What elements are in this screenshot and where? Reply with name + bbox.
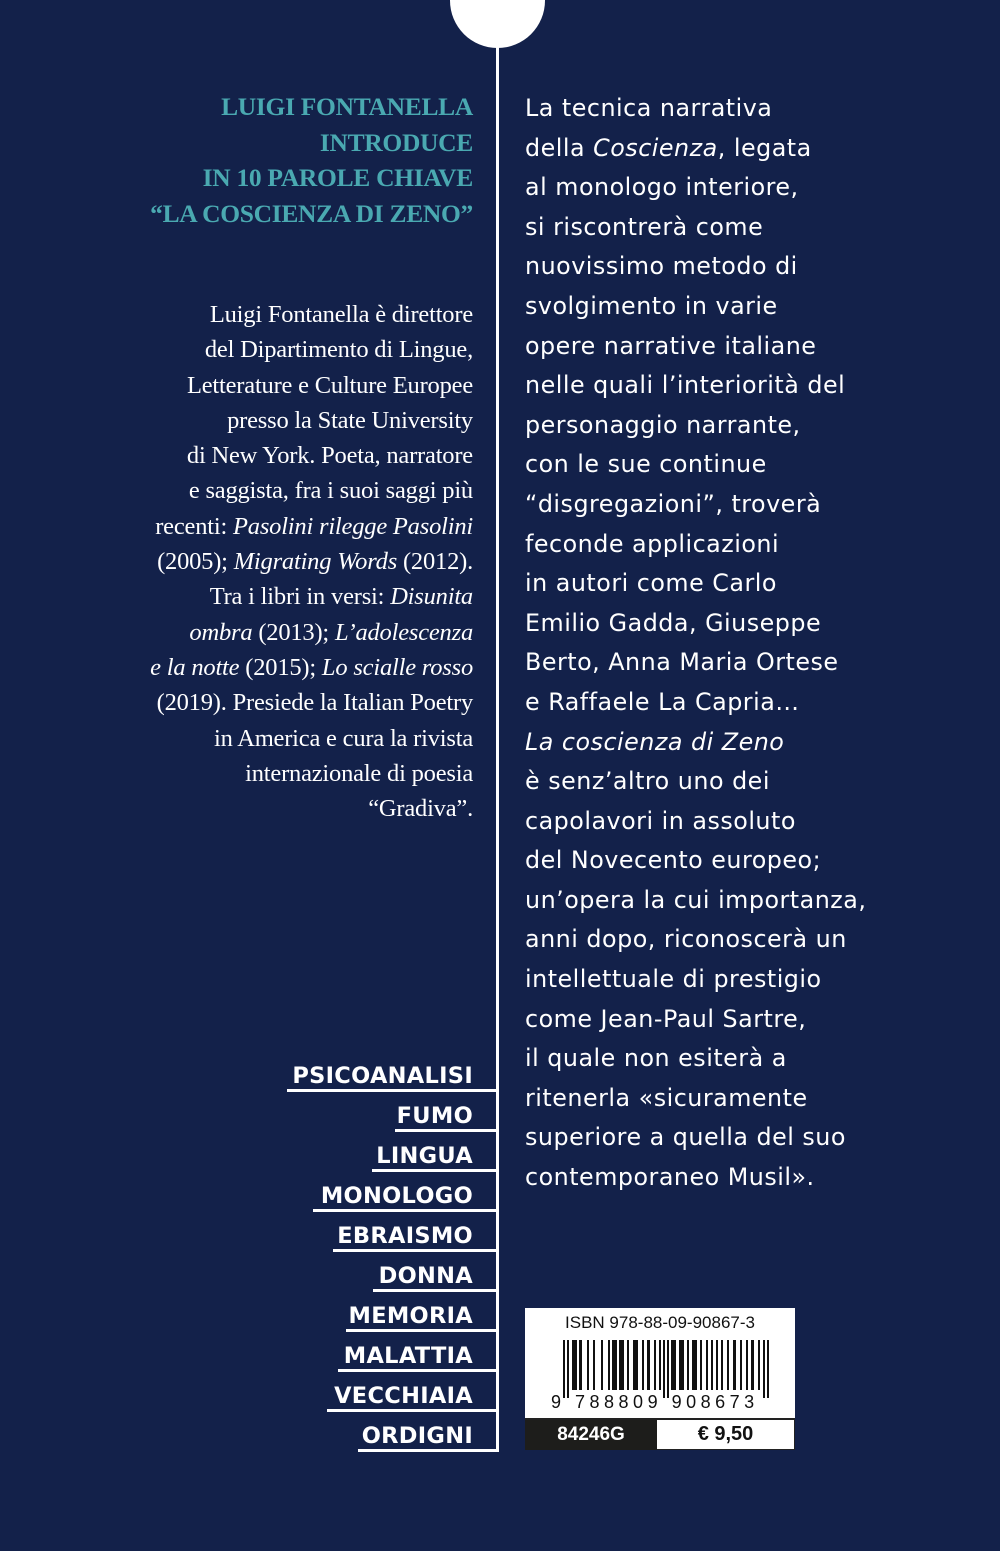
barcode-digits: 9 788809 908673 xyxy=(551,1392,759,1412)
italic-title: Coscienza xyxy=(593,133,718,162)
product-code: 84246G xyxy=(525,1420,657,1450)
keyword-item xyxy=(280,1252,499,1292)
description-line: è senz’altro uno dei xyxy=(525,767,770,796)
description-text: della xyxy=(525,133,594,162)
bio-line: “Gradiva”. xyxy=(368,795,473,823)
bio-line xyxy=(150,544,473,579)
italic-title: La coscienza di Zeno xyxy=(525,727,785,756)
keyword-item xyxy=(280,1372,499,1412)
bio-text: recenti: xyxy=(155,512,233,540)
bio-line: e saggista, fra i suoi saggi più xyxy=(188,477,473,505)
keyword-item xyxy=(280,1292,499,1332)
description-line: feconde applicazioni xyxy=(525,529,780,558)
keyword-label: PSICOANALISI xyxy=(292,1063,473,1089)
bio-text: (2012). xyxy=(397,548,473,576)
bio-text: (2015); xyxy=(239,653,322,681)
keyword-label: EBRAISMO xyxy=(337,1223,473,1249)
book-title: Lo scialle rosso xyxy=(321,653,473,681)
description-line: superiore a quella del suo xyxy=(525,1123,846,1152)
description-line: in autori come Carlo xyxy=(525,569,777,598)
description-line: al monologo interiore, xyxy=(525,173,799,202)
book-title: e la notte xyxy=(150,653,240,681)
bio-line xyxy=(150,509,473,544)
description-line xyxy=(525,129,866,169)
author-bio xyxy=(150,297,473,826)
book-title: L’adolescenza xyxy=(334,618,473,646)
description-line: opere narrative italiane xyxy=(525,331,817,360)
bio-line: presso la State University xyxy=(227,406,473,434)
description-line: ritenerla «sicuramente xyxy=(525,1083,808,1112)
price: € 9,50 xyxy=(657,1420,795,1450)
barcode-bars-icon xyxy=(563,1340,785,1398)
description-line: capolavori in assoluto xyxy=(525,806,796,835)
keyword-label: DONNA xyxy=(378,1263,473,1289)
bio-text: (2005); xyxy=(157,548,234,576)
bio-line xyxy=(150,579,473,614)
description-line: intellettuale di prestigio xyxy=(525,965,822,994)
keyword-label: MONOLOGO xyxy=(320,1183,473,1209)
keyword-item xyxy=(280,1412,499,1452)
price-row xyxy=(525,1418,795,1450)
bio-line: in America e cura la rivista xyxy=(213,724,473,752)
book-title: Pasolini rilegge Pasolini xyxy=(233,512,473,540)
bio-text: (2013); xyxy=(252,618,335,646)
bio-line: di New York. Poeta, narratore xyxy=(186,442,473,470)
keyword-item xyxy=(280,1172,499,1212)
description-line: con le sue continue xyxy=(525,450,767,479)
bio-line: Letterature e Culture Europee xyxy=(186,371,473,399)
description-line: anni dopo, riconoscerà un xyxy=(525,925,847,954)
heading-line: INTRODUCE xyxy=(319,127,473,157)
heading-block xyxy=(150,89,473,231)
keyword-item xyxy=(280,1132,499,1172)
isbn-text: ISBN 978-88-09-90867-3 xyxy=(565,1313,755,1332)
keyword-label: ORDIGNI xyxy=(361,1423,473,1449)
bio-text: Tra i libri in versi: xyxy=(209,583,391,611)
keyword-item xyxy=(280,1092,499,1132)
description-line: Berto, Anna Maria Ortese xyxy=(525,648,839,677)
description-line: del Novecento europeo; xyxy=(525,846,822,875)
description-line: personaggio narrante, xyxy=(525,410,801,439)
description-line: “disgregazioni”, troverà xyxy=(525,489,822,518)
description-line: nelle quali l’interiorità del xyxy=(525,371,846,400)
book-title: ombra xyxy=(189,618,253,646)
keyword-label: FUMO xyxy=(396,1103,473,1129)
bio-line: (2019). Presiede la Italian Poetry xyxy=(156,689,473,717)
description-line: La tecnica narrativa xyxy=(525,94,773,122)
description-line: come Jean-Paul Sartre, xyxy=(525,1004,807,1033)
description-line: Emilio Gadda, Giuseppe xyxy=(525,608,822,637)
barcode-label xyxy=(525,1308,795,1450)
keywords-list xyxy=(280,1052,499,1452)
bio-line: del Dipartimento di Lingue, xyxy=(204,336,473,364)
description-line: si riscontrerà come xyxy=(525,212,764,241)
heading-line: IN 10 PAROLE CHIAVE xyxy=(202,163,473,192)
keyword-item xyxy=(280,1052,499,1092)
keyword-label: VECCHIAIA xyxy=(334,1383,473,1409)
heading-line: “LA COSCIENZA DI ZENO” xyxy=(150,198,473,228)
description-line xyxy=(525,723,866,763)
keyword-item xyxy=(280,1212,499,1252)
book-title: Migrating Words xyxy=(233,548,398,576)
book-title: Disunita xyxy=(390,583,473,611)
keyword-underline xyxy=(358,1449,499,1452)
keyword-label: MEMORIA xyxy=(348,1303,473,1329)
description-line: svolgimento in varie xyxy=(525,291,778,320)
description-line: il quale non esiterà a xyxy=(525,1044,787,1073)
description-line: e Raffaele La Capria… xyxy=(525,687,800,716)
description-text: , legata xyxy=(717,133,812,162)
heading-line: LUIGI FONTANELLA xyxy=(221,92,473,121)
book-description xyxy=(525,89,866,1198)
bio-line xyxy=(150,615,473,650)
keyword-label: LINGUA xyxy=(376,1143,473,1169)
keyword-label: MALATTIA xyxy=(343,1343,473,1369)
description-line: contemporaneo Musil». xyxy=(525,1163,815,1192)
bio-line: Luigi Fontanella è direttore xyxy=(209,301,473,328)
description-line: nuovissimo metodo di xyxy=(525,252,798,281)
keyword-item xyxy=(280,1332,499,1372)
bio-line: internazionale di poesia xyxy=(245,759,473,787)
bio-line xyxy=(150,650,473,685)
description-line: un’opera la cui importanza, xyxy=(525,885,867,914)
